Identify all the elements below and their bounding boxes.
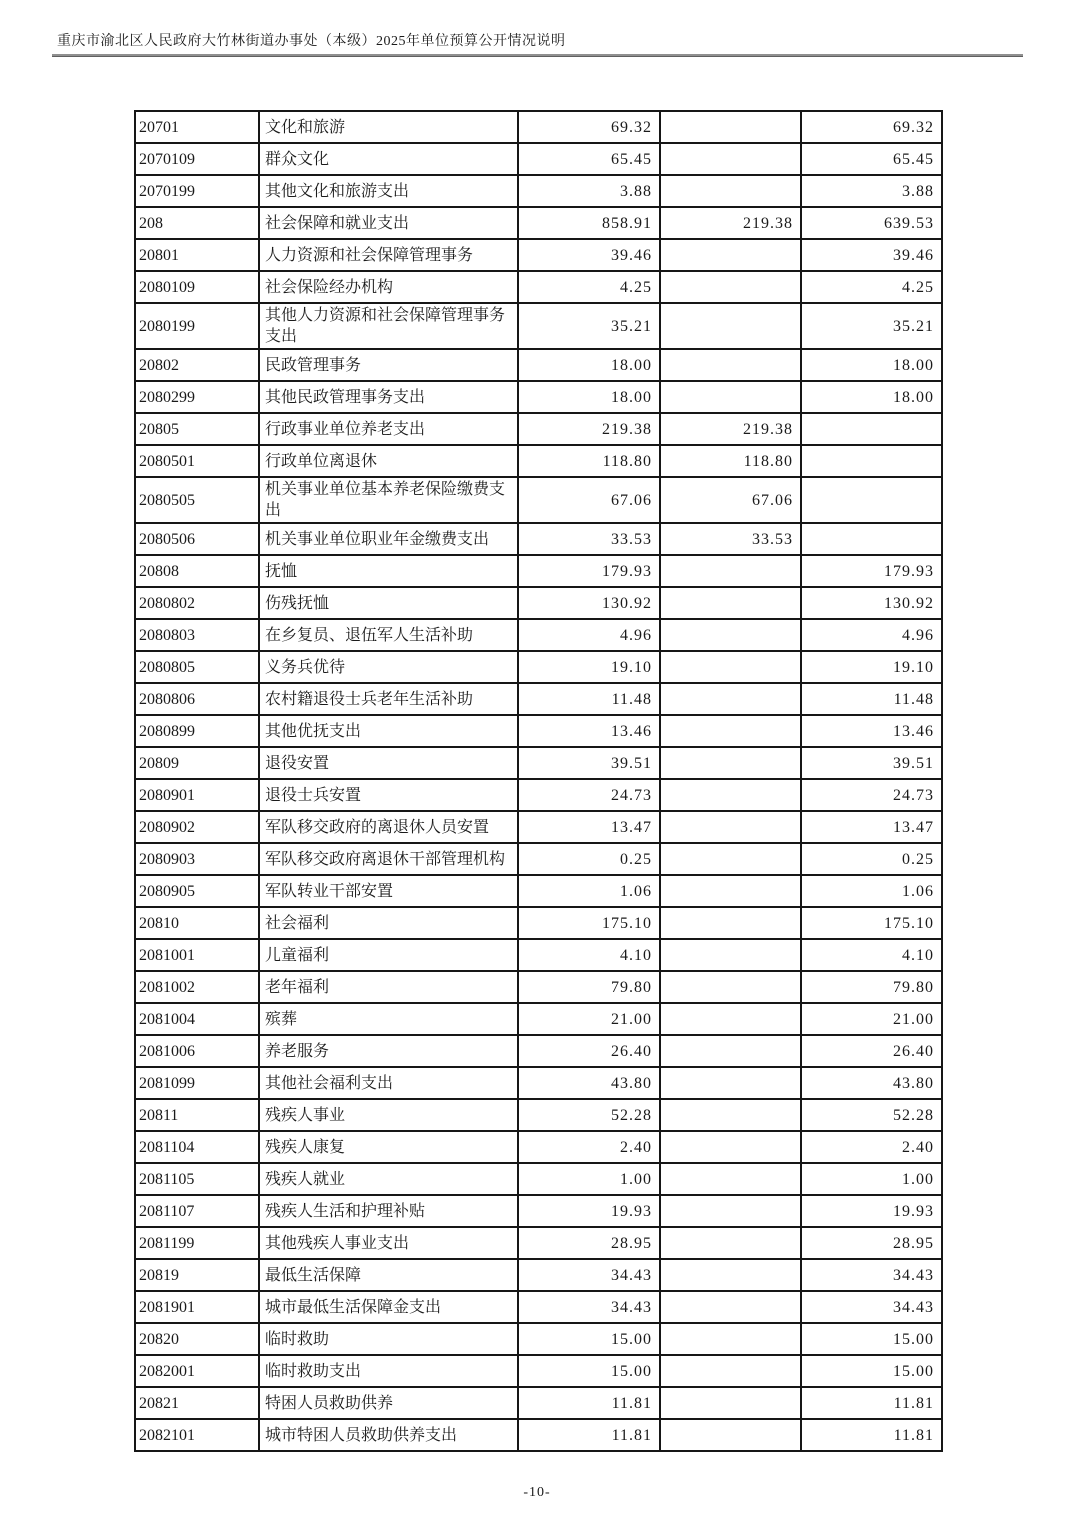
table-row bbox=[135, 1355, 942, 1387]
table-row bbox=[135, 683, 942, 715]
cell-item-name: 特困人员救助供养 bbox=[259, 1387, 518, 1419]
cell-amount-3: 19.93 bbox=[801, 1195, 942, 1227]
cell-amount-3: 34.43 bbox=[801, 1291, 942, 1323]
cell-budget-code: 20801 bbox=[135, 239, 259, 271]
cell-item-name: 其他人力资源和社会保障管理事务支出 bbox=[259, 303, 518, 349]
cell-budget-code: 2081001 bbox=[135, 939, 259, 971]
cell-amount-2: 219.38 bbox=[660, 207, 801, 239]
cell-amount-2 bbox=[660, 175, 801, 207]
cell-budget-code: 20808 bbox=[135, 555, 259, 587]
cell-budget-code: 2081006 bbox=[135, 1035, 259, 1067]
cell-amount-1: 21.00 bbox=[518, 1003, 660, 1035]
cell-item-name: 临时救助 bbox=[259, 1323, 518, 1355]
cell-budget-code: 2081901 bbox=[135, 1291, 259, 1323]
cell-amount-2 bbox=[660, 875, 801, 907]
cell-amount-2 bbox=[660, 939, 801, 971]
cell-amount-1: 34.43 bbox=[518, 1259, 660, 1291]
cell-amount-1: 67.06 bbox=[518, 477, 660, 523]
cell-amount-2 bbox=[660, 779, 801, 811]
cell-amount-3: 13.47 bbox=[801, 811, 942, 843]
table-row bbox=[135, 651, 942, 683]
cell-amount-3: 1.00 bbox=[801, 1163, 942, 1195]
table-row bbox=[135, 907, 942, 939]
table-row bbox=[135, 1227, 942, 1259]
cell-amount-2 bbox=[660, 143, 801, 175]
cell-budget-code: 2080805 bbox=[135, 651, 259, 683]
table-row bbox=[135, 1035, 942, 1067]
cell-item-name: 行政事业单位养老支出 bbox=[259, 413, 518, 445]
cell-item-name: 在乡复员、退伍军人生活补助 bbox=[259, 619, 518, 651]
cell-item-name: 殡葬 bbox=[259, 1003, 518, 1035]
table-row bbox=[135, 747, 942, 779]
cell-amount-3: 11.48 bbox=[801, 683, 942, 715]
table-row bbox=[135, 477, 942, 523]
cell-amount-3: 43.80 bbox=[801, 1067, 942, 1099]
cell-budget-code: 20805 bbox=[135, 413, 259, 445]
cell-budget-code: 20820 bbox=[135, 1323, 259, 1355]
cell-amount-3: 0.25 bbox=[801, 843, 942, 875]
cell-amount-3: 4.25 bbox=[801, 271, 942, 303]
cell-amount-3: 21.00 bbox=[801, 1003, 942, 1035]
table-row bbox=[135, 239, 942, 271]
cell-item-name: 义务兵优待 bbox=[259, 651, 518, 683]
cell-amount-3: 28.95 bbox=[801, 1227, 942, 1259]
cell-budget-code: 2080903 bbox=[135, 843, 259, 875]
cell-item-name: 其他民政管理事务支出 bbox=[259, 381, 518, 413]
cell-amount-2 bbox=[660, 1259, 801, 1291]
cell-amount-2 bbox=[660, 1387, 801, 1419]
cell-amount-3: 175.10 bbox=[801, 907, 942, 939]
cell-amount-2 bbox=[660, 271, 801, 303]
cell-item-name: 城市最低生活保障金支出 bbox=[259, 1291, 518, 1323]
cell-budget-code: 20810 bbox=[135, 907, 259, 939]
cell-amount-2 bbox=[660, 1419, 801, 1451]
cell-budget-code: 2081004 bbox=[135, 1003, 259, 1035]
cell-budget-code: 20811 bbox=[135, 1099, 259, 1131]
cell-amount-1: 52.28 bbox=[518, 1099, 660, 1131]
cell-amount-2 bbox=[660, 555, 801, 587]
cell-amount-2 bbox=[660, 907, 801, 939]
cell-amount-3: 4.96 bbox=[801, 619, 942, 651]
table-row bbox=[135, 715, 942, 747]
cell-item-name: 最低生活保障 bbox=[259, 1259, 518, 1291]
cell-budget-code: 2081099 bbox=[135, 1067, 259, 1099]
cell-amount-3: 69.32 bbox=[801, 111, 942, 143]
cell-amount-2 bbox=[660, 349, 801, 381]
cell-amount-3: 26.40 bbox=[801, 1035, 942, 1067]
cell-amount-1: 2.40 bbox=[518, 1131, 660, 1163]
cell-budget-code: 2080199 bbox=[135, 303, 259, 349]
cell-item-name: 行政单位离退休 bbox=[259, 445, 518, 477]
table-row bbox=[135, 811, 942, 843]
cell-amount-3: 24.73 bbox=[801, 779, 942, 811]
table-row bbox=[135, 1323, 942, 1355]
cell-amount-1: 79.80 bbox=[518, 971, 660, 1003]
cell-amount-3: 130.92 bbox=[801, 587, 942, 619]
cell-amount-3: 15.00 bbox=[801, 1355, 942, 1387]
cell-amount-2: 219.38 bbox=[660, 413, 801, 445]
cell-amount-3: 18.00 bbox=[801, 381, 942, 413]
cell-budget-code: 2080109 bbox=[135, 271, 259, 303]
cell-amount-2 bbox=[660, 1003, 801, 1035]
table-row bbox=[135, 843, 942, 875]
cell-amount-3 bbox=[801, 413, 942, 445]
cell-amount-2: 67.06 bbox=[660, 477, 801, 523]
cell-amount-1: 19.93 bbox=[518, 1195, 660, 1227]
cell-budget-code: 2081002 bbox=[135, 971, 259, 1003]
cell-amount-1: 15.00 bbox=[518, 1355, 660, 1387]
cell-amount-3: 79.80 bbox=[801, 971, 942, 1003]
cell-budget-code: 2080899 bbox=[135, 715, 259, 747]
cell-amount-2 bbox=[660, 1291, 801, 1323]
cell-amount-3: 1.06 bbox=[801, 875, 942, 907]
cell-item-name: 人力资源和社会保障管理事务 bbox=[259, 239, 518, 271]
table-row bbox=[135, 413, 942, 445]
cell-amount-2 bbox=[660, 651, 801, 683]
cell-budget-code: 2070199 bbox=[135, 175, 259, 207]
cell-amount-2 bbox=[660, 683, 801, 715]
cell-amount-2 bbox=[660, 1035, 801, 1067]
cell-amount-1: 15.00 bbox=[518, 1323, 660, 1355]
cell-item-name: 抚恤 bbox=[259, 555, 518, 587]
cell-amount-1: 11.81 bbox=[518, 1387, 660, 1419]
cell-budget-code: 208 bbox=[135, 207, 259, 239]
cell-item-name: 社会保障和就业支出 bbox=[259, 207, 518, 239]
cell-budget-code: 2080803 bbox=[135, 619, 259, 651]
cell-amount-2: 33.53 bbox=[660, 523, 801, 555]
cell-item-name: 民政管理事务 bbox=[259, 349, 518, 381]
cell-amount-3: 35.21 bbox=[801, 303, 942, 349]
cell-amount-3: 639.53 bbox=[801, 207, 942, 239]
cell-amount-3: 11.81 bbox=[801, 1419, 942, 1451]
cell-item-name: 社会保险经办机构 bbox=[259, 271, 518, 303]
cell-amount-2 bbox=[660, 1131, 801, 1163]
table-row bbox=[135, 349, 942, 381]
cell-amount-2 bbox=[660, 1227, 801, 1259]
cell-amount-1: 43.80 bbox=[518, 1067, 660, 1099]
cell-amount-2 bbox=[660, 1099, 801, 1131]
cell-amount-2 bbox=[660, 619, 801, 651]
cell-amount-1: 39.51 bbox=[518, 747, 660, 779]
cell-item-name: 临时救助支出 bbox=[259, 1355, 518, 1387]
cell-budget-code: 20802 bbox=[135, 349, 259, 381]
table-row bbox=[135, 1067, 942, 1099]
cell-amount-3: 3.88 bbox=[801, 175, 942, 207]
cell-item-name: 机关事业单位职业年金缴费支出 bbox=[259, 523, 518, 555]
cell-item-name: 退役士兵安置 bbox=[259, 779, 518, 811]
cell-item-name: 社会福利 bbox=[259, 907, 518, 939]
cell-item-name: 老年福利 bbox=[259, 971, 518, 1003]
page-number: -10- bbox=[523, 1485, 551, 1500]
cell-budget-code: 2081105 bbox=[135, 1163, 259, 1195]
document-header-title: 重庆市渝北区人民政府大竹林街道办事处（本级）2025年单位预算公开情况说明 bbox=[57, 34, 566, 49]
table-row bbox=[135, 1099, 942, 1131]
cell-budget-code: 2080501 bbox=[135, 445, 259, 477]
cell-item-name: 文化和旅游 bbox=[259, 111, 518, 143]
cell-item-name: 残疾人康复 bbox=[259, 1131, 518, 1163]
cell-amount-1: 28.95 bbox=[518, 1227, 660, 1259]
cell-item-name: 军队移交政府的离退休人员安置 bbox=[259, 811, 518, 843]
cell-amount-3: 19.10 bbox=[801, 651, 942, 683]
cell-budget-code: 20701 bbox=[135, 111, 259, 143]
cell-item-name: 其他社会福利支出 bbox=[259, 1067, 518, 1099]
cell-budget-code: 2080505 bbox=[135, 477, 259, 523]
cell-amount-1: 19.10 bbox=[518, 651, 660, 683]
cell-amount-2 bbox=[660, 587, 801, 619]
cell-item-name: 城市特困人员救助供养支出 bbox=[259, 1419, 518, 1451]
cell-amount-2: 118.80 bbox=[660, 445, 801, 477]
table-row bbox=[135, 1163, 942, 1195]
table-row bbox=[135, 971, 942, 1003]
table-row bbox=[135, 303, 942, 349]
cell-budget-code: 2080802 bbox=[135, 587, 259, 619]
cell-budget-code: 2081199 bbox=[135, 1227, 259, 1259]
table-row bbox=[135, 555, 942, 587]
cell-amount-1: 118.80 bbox=[518, 445, 660, 477]
cell-amount-2 bbox=[660, 1163, 801, 1195]
cell-amount-3: 18.00 bbox=[801, 349, 942, 381]
cell-budget-code: 2070109 bbox=[135, 143, 259, 175]
cell-amount-3 bbox=[801, 445, 942, 477]
cell-budget-code: 2080506 bbox=[135, 523, 259, 555]
cell-amount-2 bbox=[660, 111, 801, 143]
cell-amount-2 bbox=[660, 239, 801, 271]
cell-amount-2 bbox=[660, 381, 801, 413]
cell-amount-2 bbox=[660, 1323, 801, 1355]
cell-budget-code: 2081107 bbox=[135, 1195, 259, 1227]
cell-amount-1: 4.25 bbox=[518, 271, 660, 303]
cell-budget-code: 2082101 bbox=[135, 1419, 259, 1451]
cell-budget-code: 2080901 bbox=[135, 779, 259, 811]
cell-amount-1: 0.25 bbox=[518, 843, 660, 875]
cell-budget-code: 20819 bbox=[135, 1259, 259, 1291]
cell-amount-1: 1.06 bbox=[518, 875, 660, 907]
cell-amount-1: 18.00 bbox=[518, 381, 660, 413]
cell-amount-3: 4.10 bbox=[801, 939, 942, 971]
cell-amount-3: 13.46 bbox=[801, 715, 942, 747]
cell-item-name: 机关事业单位基本养老保险缴费支出 bbox=[259, 477, 518, 523]
table-row bbox=[135, 1291, 942, 1323]
cell-amount-3: 11.81 bbox=[801, 1387, 942, 1419]
cell-amount-1: 39.46 bbox=[518, 239, 660, 271]
cell-amount-3: 39.51 bbox=[801, 747, 942, 779]
table-row bbox=[135, 939, 942, 971]
cell-budget-code: 2080299 bbox=[135, 381, 259, 413]
cell-budget-code: 2080806 bbox=[135, 683, 259, 715]
cell-budget-code: 2081104 bbox=[135, 1131, 259, 1163]
cell-item-name: 军队转业干部安置 bbox=[259, 875, 518, 907]
cell-budget-code: 2082001 bbox=[135, 1355, 259, 1387]
cell-amount-2 bbox=[660, 747, 801, 779]
cell-amount-2 bbox=[660, 715, 801, 747]
cell-amount-3: 179.93 bbox=[801, 555, 942, 587]
cell-amount-1: 4.10 bbox=[518, 939, 660, 971]
cell-item-name: 儿童福利 bbox=[259, 939, 518, 971]
cell-budget-code: 20821 bbox=[135, 1387, 259, 1419]
cell-amount-2 bbox=[660, 303, 801, 349]
cell-budget-code: 20809 bbox=[135, 747, 259, 779]
cell-amount-1: 3.88 bbox=[518, 175, 660, 207]
cell-amount-1: 219.38 bbox=[518, 413, 660, 445]
cell-amount-1: 175.10 bbox=[518, 907, 660, 939]
cell-amount-2 bbox=[660, 1355, 801, 1387]
cell-amount-3: 39.46 bbox=[801, 239, 942, 271]
cell-amount-1: 18.00 bbox=[518, 349, 660, 381]
cell-item-name: 残疾人就业 bbox=[259, 1163, 518, 1195]
cell-item-name: 退役安置 bbox=[259, 747, 518, 779]
budget-table-body bbox=[135, 111, 942, 1451]
cell-amount-3: 34.43 bbox=[801, 1259, 942, 1291]
cell-amount-2 bbox=[660, 811, 801, 843]
table-row bbox=[135, 779, 942, 811]
cell-amount-3: 15.00 bbox=[801, 1323, 942, 1355]
cell-amount-3: 52.28 bbox=[801, 1099, 942, 1131]
cell-item-name: 农村籍退役士兵老年生活补助 bbox=[259, 683, 518, 715]
cell-amount-1: 65.45 bbox=[518, 143, 660, 175]
cell-item-name: 残疾人事业 bbox=[259, 1099, 518, 1131]
cell-item-name: 其他优抚支出 bbox=[259, 715, 518, 747]
cell-amount-1: 34.43 bbox=[518, 1291, 660, 1323]
table-row bbox=[135, 271, 942, 303]
cell-amount-1: 4.96 bbox=[518, 619, 660, 651]
cell-item-name: 群众文化 bbox=[259, 143, 518, 175]
table-row bbox=[135, 1131, 942, 1163]
cell-item-name: 伤残抚恤 bbox=[259, 587, 518, 619]
table-row bbox=[135, 875, 942, 907]
cell-amount-1: 33.53 bbox=[518, 523, 660, 555]
cell-amount-1: 13.47 bbox=[518, 811, 660, 843]
table-row bbox=[135, 207, 942, 239]
table-row bbox=[135, 1003, 942, 1035]
table-row bbox=[135, 175, 942, 207]
cell-amount-1: 11.81 bbox=[518, 1419, 660, 1451]
cell-amount-1: 11.48 bbox=[518, 683, 660, 715]
cell-item-name: 其他文化和旅游支出 bbox=[259, 175, 518, 207]
cell-amount-1: 24.73 bbox=[518, 779, 660, 811]
table-row bbox=[135, 619, 942, 651]
cell-budget-code: 2080905 bbox=[135, 875, 259, 907]
cell-amount-2 bbox=[660, 843, 801, 875]
cell-amount-1: 1.00 bbox=[518, 1163, 660, 1195]
table-row bbox=[135, 523, 942, 555]
cell-amount-1: 130.92 bbox=[518, 587, 660, 619]
cell-amount-1: 858.91 bbox=[518, 207, 660, 239]
table-row bbox=[135, 143, 942, 175]
cell-amount-3 bbox=[801, 523, 942, 555]
cell-item-name: 养老服务 bbox=[259, 1035, 518, 1067]
table-row bbox=[135, 445, 942, 477]
cell-amount-1: 69.32 bbox=[518, 111, 660, 143]
header-rule bbox=[52, 54, 1023, 57]
cell-amount-1: 13.46 bbox=[518, 715, 660, 747]
cell-item-name: 军队移交政府离退休干部管理机构 bbox=[259, 843, 518, 875]
table-row bbox=[135, 587, 942, 619]
cell-amount-3 bbox=[801, 477, 942, 523]
table-row bbox=[135, 1195, 942, 1227]
cell-amount-1: 26.40 bbox=[518, 1035, 660, 1067]
cell-amount-2 bbox=[660, 1067, 801, 1099]
table-row bbox=[135, 1419, 942, 1451]
cell-amount-3: 65.45 bbox=[801, 143, 942, 175]
table-row bbox=[135, 111, 942, 143]
table-row bbox=[135, 381, 942, 413]
cell-budget-code: 2080902 bbox=[135, 811, 259, 843]
cell-item-name: 残疾人生活和护理补贴 bbox=[259, 1195, 518, 1227]
table-row bbox=[135, 1387, 942, 1419]
cell-amount-2 bbox=[660, 971, 801, 1003]
cell-item-name: 其他残疾人事业支出 bbox=[259, 1227, 518, 1259]
cell-amount-3: 2.40 bbox=[801, 1131, 942, 1163]
table-row bbox=[135, 1259, 942, 1291]
cell-amount-2 bbox=[660, 1195, 801, 1227]
cell-amount-1: 179.93 bbox=[518, 555, 660, 587]
budget-table bbox=[134, 110, 943, 1452]
cell-amount-1: 35.21 bbox=[518, 303, 660, 349]
